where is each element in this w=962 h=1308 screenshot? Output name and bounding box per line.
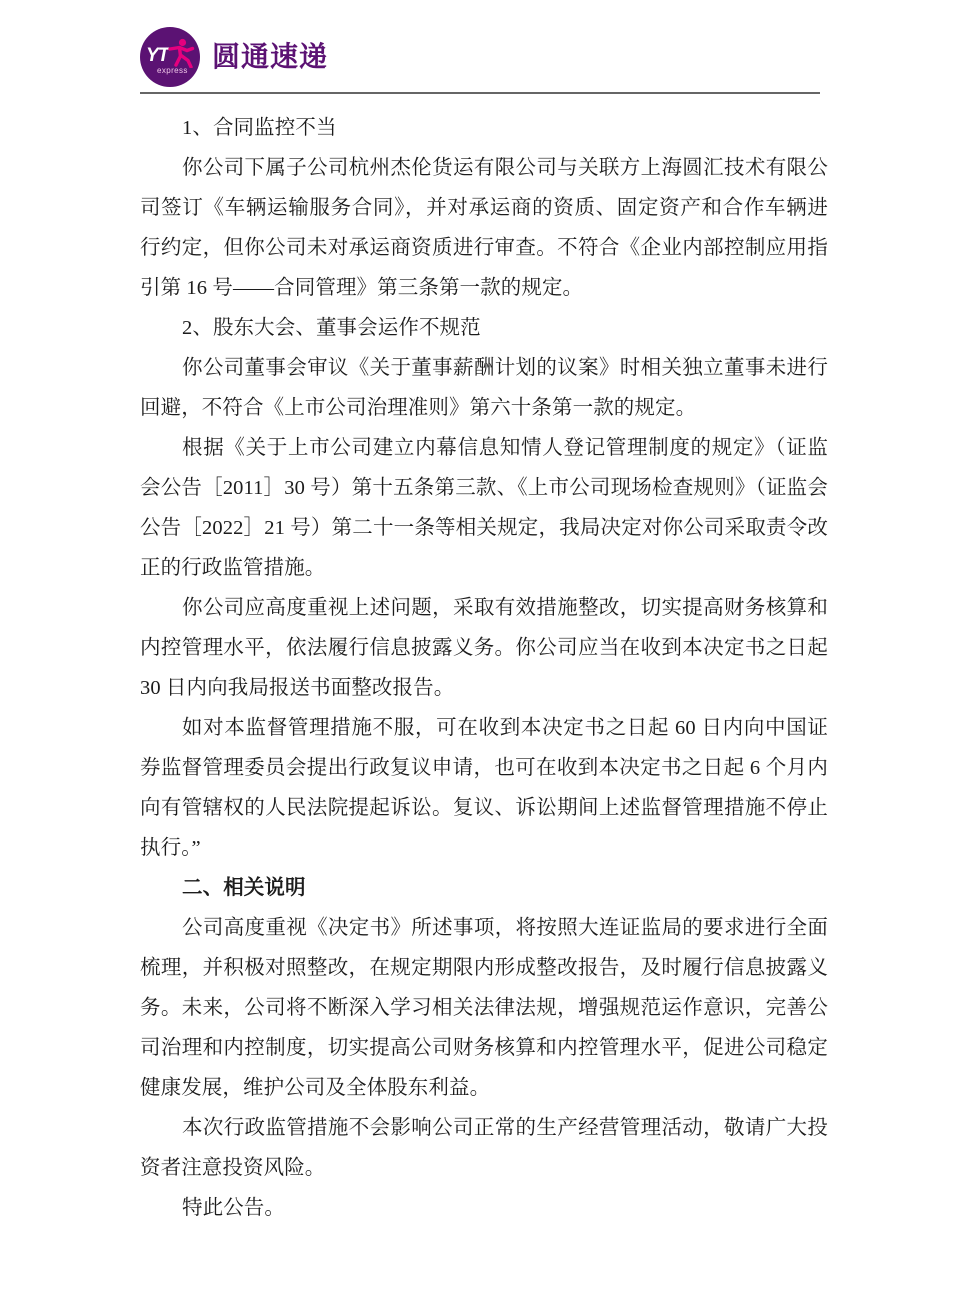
- explanation-paragraph-2: 本次行政监管措施不会影响公司正常的生产经营管理活动，敬请广大投资者注意投资风险。: [140, 1117, 828, 1179]
- explanation-paragraph-1: 公司高度重视《决定书》所述事项，将按照大连证监局的要求进行全面梳理，并积极对照整改，在规定期限内形成整改报告，及时履行信息披露义务。未来，公司将不断深入学习相关法律法规，增强规范运作意识，完善公司治理和内控制度，切实提高公司财务核算和内控管理水平，促进公司稳定健康发展，维护公司及全体股东利益。: [140, 917, 828, 1099]
- appeal-paragraph: 如对本监督管理措施不服，可在收到本决定书之日起 60 日内向中国证券监督管理委员会提出行政复议申请，也可在收到本决定书之日起 6 个月内向有管辖权的人民法院提起诉讼。复议、诉讼期间上述监督管理措施不停止执行。”: [140, 717, 828, 859]
- closing-paragraph: 特此公告。: [182, 1197, 285, 1219]
- rectification-paragraph: 你公司应高度重视上述问题，采取有效措施整改，切实提高财务核算和内控管理水平，依法履行信息披露义务。你公司应当在收到本决定书之日起 30 日内向我局报送书面整改报告。: [140, 597, 828, 699]
- yto-logo-icon: [140, 27, 200, 87]
- logo-express-text: express: [157, 66, 188, 75]
- header-divider: [140, 92, 820, 94]
- letterhead: [140, 26, 820, 88]
- item-1-title: 1、合同监控不当: [182, 117, 337, 139]
- item-2-title: 2、股东大会、董事会运作不规范: [182, 317, 481, 339]
- document-body: [140, 108, 828, 1228]
- logo-yt-text: YT: [146, 45, 169, 66]
- basis-paragraph: 根据《关于上市公司建立内幕信息知情人登记管理制度的规定》（证监会公告［2011］30 号）第十五条第三款、《上市公司现场检查规则》（证监会公告［2022］21 号）第二十一条等相关规定，我局决定对你公司采取责令改正的行政监管措施。: [140, 437, 828, 579]
- company-wordmark: 圆通速递: [212, 41, 329, 72]
- section-two-heading: 二、相关说明: [182, 877, 306, 899]
- item-1-body: 你公司下属子公司杭州杰伦货运有限公司与关联方上海圆汇技术有限公司签订《车辆运输服务合同》，并对承运商的资质、固定资产和合作车辆进行约定，但你公司未对承运商资质进行审查。不符合《企业内部控制应用指引第 16 号——合同管理》第三条第一款的规定。: [140, 157, 828, 299]
- item-2-body: 你公司董事会审议《关于董事薪酬计划的议案》时相关独立董事未进行回避，不符合《上市公司治理准则》第六十条第一款的规定。: [140, 357, 828, 419]
- runner-figure-icon: [167, 38, 195, 68]
